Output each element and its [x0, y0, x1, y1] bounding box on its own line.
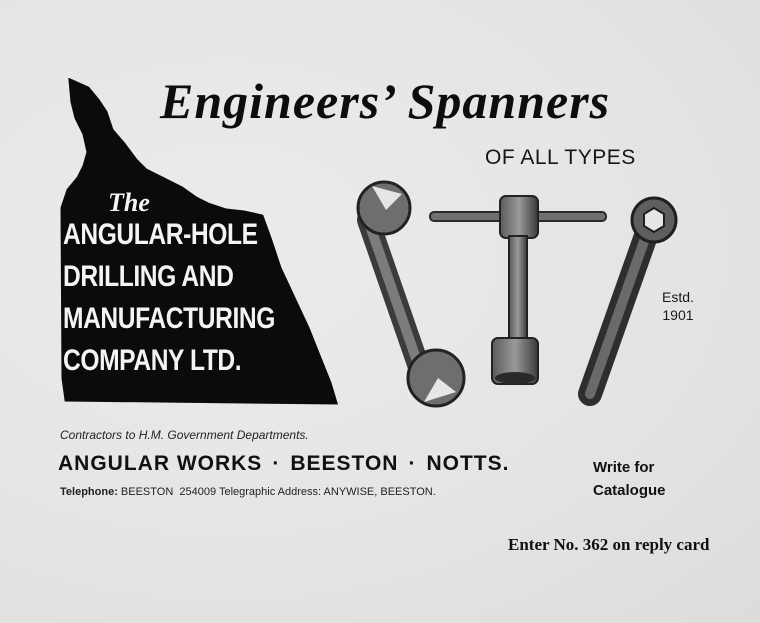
established-year: 1901	[662, 307, 694, 323]
logo-line-company: COMPANY LTD.	[63, 344, 242, 377]
address-line	[58, 452, 509, 476]
logo-line-manufacturing: MANUFACTURING	[63, 302, 275, 335]
address-county: NOTTS.	[426, 452, 510, 475]
established-note	[662, 288, 694, 324]
contractors-line: Contractors to H.M. Government Departments.	[60, 428, 309, 442]
tee-socket-spanner-icon	[430, 196, 606, 384]
write-for-line2: Catalogue	[593, 482, 666, 499]
address-separator: ·	[408, 452, 417, 475]
headline: Engineers’ Spanners	[160, 73, 611, 129]
logo-line-the: The	[108, 188, 150, 217]
logo-line-angular-hole: ANGULAR-HOLE	[63, 218, 258, 251]
reply-card-note: Enter No. 362 on reply card	[508, 535, 710, 554]
telephone-label: Telephone:	[60, 486, 118, 498]
spanners-illustration	[350, 180, 690, 420]
address-town: BEESTON	[290, 452, 399, 475]
subheadline: OF ALL TYPES	[485, 146, 636, 169]
write-for-catalogue	[593, 456, 666, 502]
logo-line-drilling: DRILLING AND	[63, 260, 234, 293]
company-logo-text	[63, 190, 303, 388]
telegraphic-address: Telegraphic Address: ANYWISE, BEESTON.	[218, 486, 436, 498]
established-label: Estd.	[662, 289, 694, 305]
address-works: ANGULAR WORKS	[58, 452, 263, 475]
write-for-line1: Write for	[593, 459, 655, 476]
address-separator: ·	[272, 452, 281, 475]
telephone-line	[60, 486, 436, 498]
telephone-number: BEESTON 254009	[120, 486, 217, 498]
